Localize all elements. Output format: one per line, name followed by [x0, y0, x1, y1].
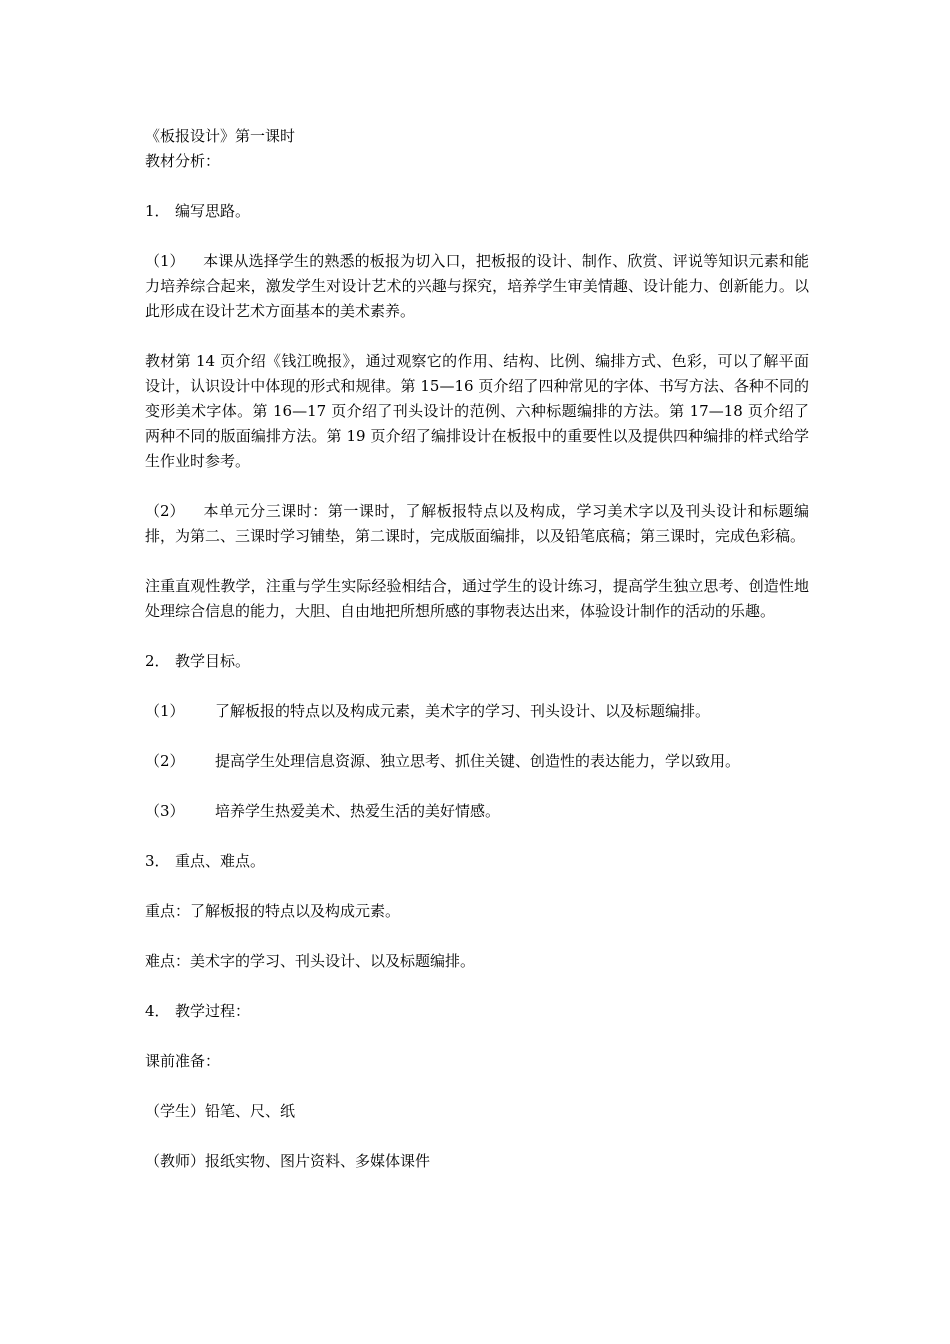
section-3-heading [145, 849, 809, 874]
paragraph-2: 教材第 14 页介绍《钱江晚报》，通过观察它的作用、结构、比例、编排方式、色彩，可以了解平面设计，认识设计中体现的形式和规律。第 15—16 页介绍了四种常见的字体、书写方法、各种不同的变形美术字体。第 16—17 页介绍了刊头设计的范例、六种标题编排的方法。第 17—18 页介绍了两种不同的版面编排方法。第 19 页介绍了编排设计在板报中的重要性以及提供四种编排的样式给学生作业时参考。 [145, 352, 809, 470]
section-4-heading [145, 999, 809, 1024]
section-4-number: 4． [145, 1002, 170, 1020]
goal-2 [145, 749, 809, 774]
paragraph-4: 注重直观性教学，注重与学生实际经验相结合，通过学生的设计练习，提高学生独立思考、创造性地处理综合信息的能力，大胆、自由地把所想所感的事物表达出来，体验设计制作的活动的乐趣。 [145, 577, 809, 620]
paragraph-3 [145, 499, 809, 549]
difficulty: 难点：美术字的学习、刊头设计、以及标题编排。 [145, 952, 476, 970]
paragraph-1-text: 本课从选择学生的熟悉的板报为切入口，把板报的设计、制作、欣赏、评说等知识元素和能力培养综合起来，激发学生对设计艺术的兴趣与探究，培养学生审美情趣、设计能力、创新能力。以此形成在设计艺术方面基本的美术素养。 [145, 252, 809, 320]
section-1-title: 编写思路。 [175, 202, 251, 220]
paragraph-3-text: 本单元分三课时：第一课时，了解板报特点以及构成，学习美术字以及刊头设计和标题编排，为第二、三课时学习铺垫，第二课时，完成版面编排，以及铅笔底稿；第三课时，完成色彩稿。 [145, 502, 809, 545]
document-body [145, 124, 809, 1174]
section-3-number: 3． [145, 852, 170, 870]
goal-2-text: 提高学生处理信息资源、独立思考、抓住关键、创造性的表达能力，学以致用。 [215, 752, 741, 770]
section-2-title: 教学目标。 [175, 652, 251, 670]
document-title: 《板报设计》第一课时 [145, 127, 296, 145]
paragraph-1 [145, 249, 809, 324]
paragraph-1-number: （1） [145, 252, 185, 270]
goal-1 [145, 699, 809, 724]
goal-3-text: 培养学生热爱美术、热爱生活的美好情感。 [215, 802, 501, 820]
goal-1-number: （1） [145, 702, 185, 720]
section-1-heading [145, 199, 809, 224]
teacher-materials: （教师）报纸实物、图片资料、多媒体课件 [145, 1152, 431, 1170]
section-2-heading [145, 649, 809, 674]
goal-1-text: 了解板报的特点以及构成元素，美术字的学习、刊头设计、以及标题编排。 [215, 702, 711, 720]
section-4-title: 教学过程： [175, 1002, 251, 1020]
key-point: 重点：了解板报的特点以及构成元素。 [145, 902, 401, 920]
analysis-heading: 教材分析： [145, 152, 221, 170]
paragraph-3-number: （2） [145, 502, 185, 520]
student-materials: （学生）铅笔、尺、纸 [145, 1102, 296, 1120]
goal-3 [145, 799, 809, 824]
goal-2-number: （2） [145, 752, 185, 770]
preparation-heading: 课前准备： [145, 1052, 221, 1070]
goal-3-number: （3） [145, 802, 185, 820]
section-2-number: 2． [145, 652, 170, 670]
section-3-title: 重点、难点。 [175, 852, 266, 870]
section-1-number: 1． [145, 202, 170, 220]
